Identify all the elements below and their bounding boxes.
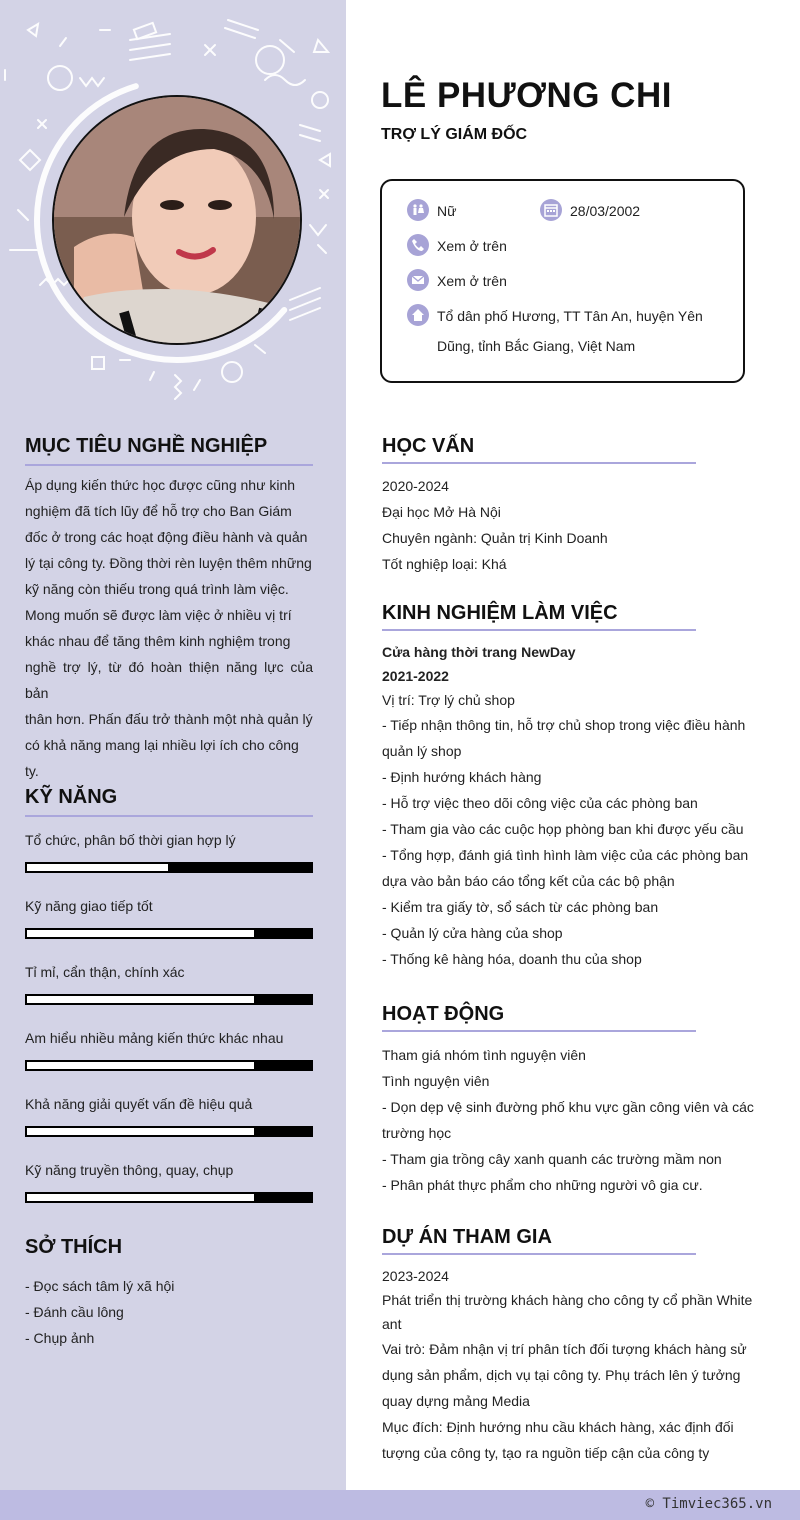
projects-details: 2023-2024 Phát triển thị trường khách hàng cho công ty cổ phần White ant Vai trò: Đảm nhận vị trí phân tích đối tượng khách hàng sử dụng sản phẩm, dịch vụ tại công ty. Phụ trách lên ý tưởng quay dựng mảng Media Mục đích: Định hướng nhu cầu khách hàng, xác định đối tượng của công ty, tạo ra nguồn tiếp cận của công ty [382,1268,753,1461]
contact-birthday: 28/03/2002 [570,203,641,219]
job-title: TRỢ LÝ GIÁM ĐỐC [381,126,528,143]
objective-divider [25,464,313,466]
education-heading: HỌC VẤN [382,435,475,457]
objective-text: Áp dụng kiến thức học được cũng như kinh nghiệm đã tích lũy để hỗ trợ cho Ban Giám đốc ở trong các hoạt động điều hành và quản lý tại công ty. Đồng thời rèn luyện thêm những kỹ năng còn thiếu trong quá trình làm việc. Mong muốn sẽ được làm việc ở nhiều vị trí khác nhau để tăng thêm kinh nghiệm trong nghề trợ lý, từ đó hoàn thiện năng lực của bản thân hơn. Phấn đấu trở thành một nhà quản lý có khả năng mang lại nhiều lợi ích cho công ty. [25,477,313,779]
list-item: - Đánh cầu lông [25,1304,124,1320]
skill-label: Kỹ năng giao tiếp tốt [25,898,153,914]
list-item: - Chụp ảnh [25,1330,95,1346]
phone-icon [407,234,429,256]
skill-bar-fill [26,863,169,872]
gender-icon [407,199,429,221]
contact-gender: Nữ [437,203,457,219]
footer [0,1490,800,1520]
skill-label: Kỹ năng truyền thông, quay, chụp [25,1162,234,1178]
skill-bar-fill [26,1127,255,1136]
footer-brand[interactable]: © Timviec365.vn [645,1496,772,1512]
calendar-icon [540,199,562,221]
skill-bar [25,862,313,873]
education-divider [382,462,696,464]
experience-details: Cửa hàng thời trang NewDay 2021-2022 Vị trí: Trợ lý chủ shop - Tiếp nhận thông tin, hỗ trợ chủ shop trong việc điều hành quản lý shop - Định hướng khách hàng - Hỗ trợ việc theo dõi công việc của các phòng ban - Tham gia vào các cuộc họp phòng ban khi được yếu cầu - Tổng hợp, đánh giá tình hình làm việc của các phòng ban dựa vào bản báo cáo tổng kết của các bộ phận - Kiểm tra giấy tờ, sổ sách từ các phòng ban - Quản lý cửa hàng của shop - Thống kê hàng hóa, doanh thu của shop [382,644,749,967]
skill-label: Tỉ mỉ, cẩn thận, chính xác [25,964,185,980]
skill-bar-fill [26,995,255,1004]
skill-bar [25,1060,313,1071]
skill-bar-fill [26,1061,255,1070]
skill-label: Am hiểu nhiều mảng kiến thức khác nhau [25,1030,284,1046]
skill-bar [25,994,313,1005]
skill-label: Tổ chức, phân bố thời gian hợp lý [25,832,236,848]
profile-photo [52,95,302,345]
projects-divider [382,1253,696,1255]
contact-address-line1: Tổ dân phố Hương, TT Tân An, huyện Yên [437,308,703,324]
skill-bar [25,1126,313,1137]
experience-heading: KINH NGHIỆM LÀM VIỆC [382,602,618,624]
skill-bar-fill [26,929,255,938]
skills-divider [25,815,313,817]
candidate-name: LÊ PHƯƠNG CHI [381,76,672,115]
experience-divider [382,629,696,631]
skill-bar [25,928,313,939]
list-item: - Đọc sách tâm lý xã hội [25,1278,175,1294]
email-icon [407,269,429,291]
activities-details: Tham giá nhóm tình nguyện viên Tình nguyện viên - Dọn dẹp vệ sinh đường phố khu vực gần công viên và các trường học - Tham gia trồng cây xanh quanh các trường mầm non - Phân phát thực phẩm cho những người vô gia cư. [382,1047,754,1193]
skills-heading: KỸ NĂNG [25,786,118,808]
skill-label: Khả năng giải quyết vấn đề hiệu quả [25,1096,253,1112]
hobbies-heading: SỞ THÍCH [25,1236,123,1258]
home-icon [407,304,429,326]
skill-bar-fill [26,1193,255,1202]
activities-divider [382,1030,696,1032]
activities-heading: HOẠT ĐỘNG [382,1003,505,1025]
education-details: 2020-2024 Đại học Mở Hà Nội Chuyên ngành: Quản trị Kinh Doanh Tốt nghiệp loại: Khá [382,478,608,572]
skill-bar [25,1192,313,1203]
contact-email: Xem ở trên [437,273,507,289]
objective-heading: MỤC TIÊU NGHỀ NGHIỆP [25,435,268,457]
contact-address-line2: Dũng, tỉnh Bắc Giang, Việt Nam [437,338,636,354]
projects-heading: DỰ ÁN THAM GIA [382,1226,552,1248]
hobbies-list [25,1273,313,1351]
contact-phone: Xem ở trên [437,238,507,254]
